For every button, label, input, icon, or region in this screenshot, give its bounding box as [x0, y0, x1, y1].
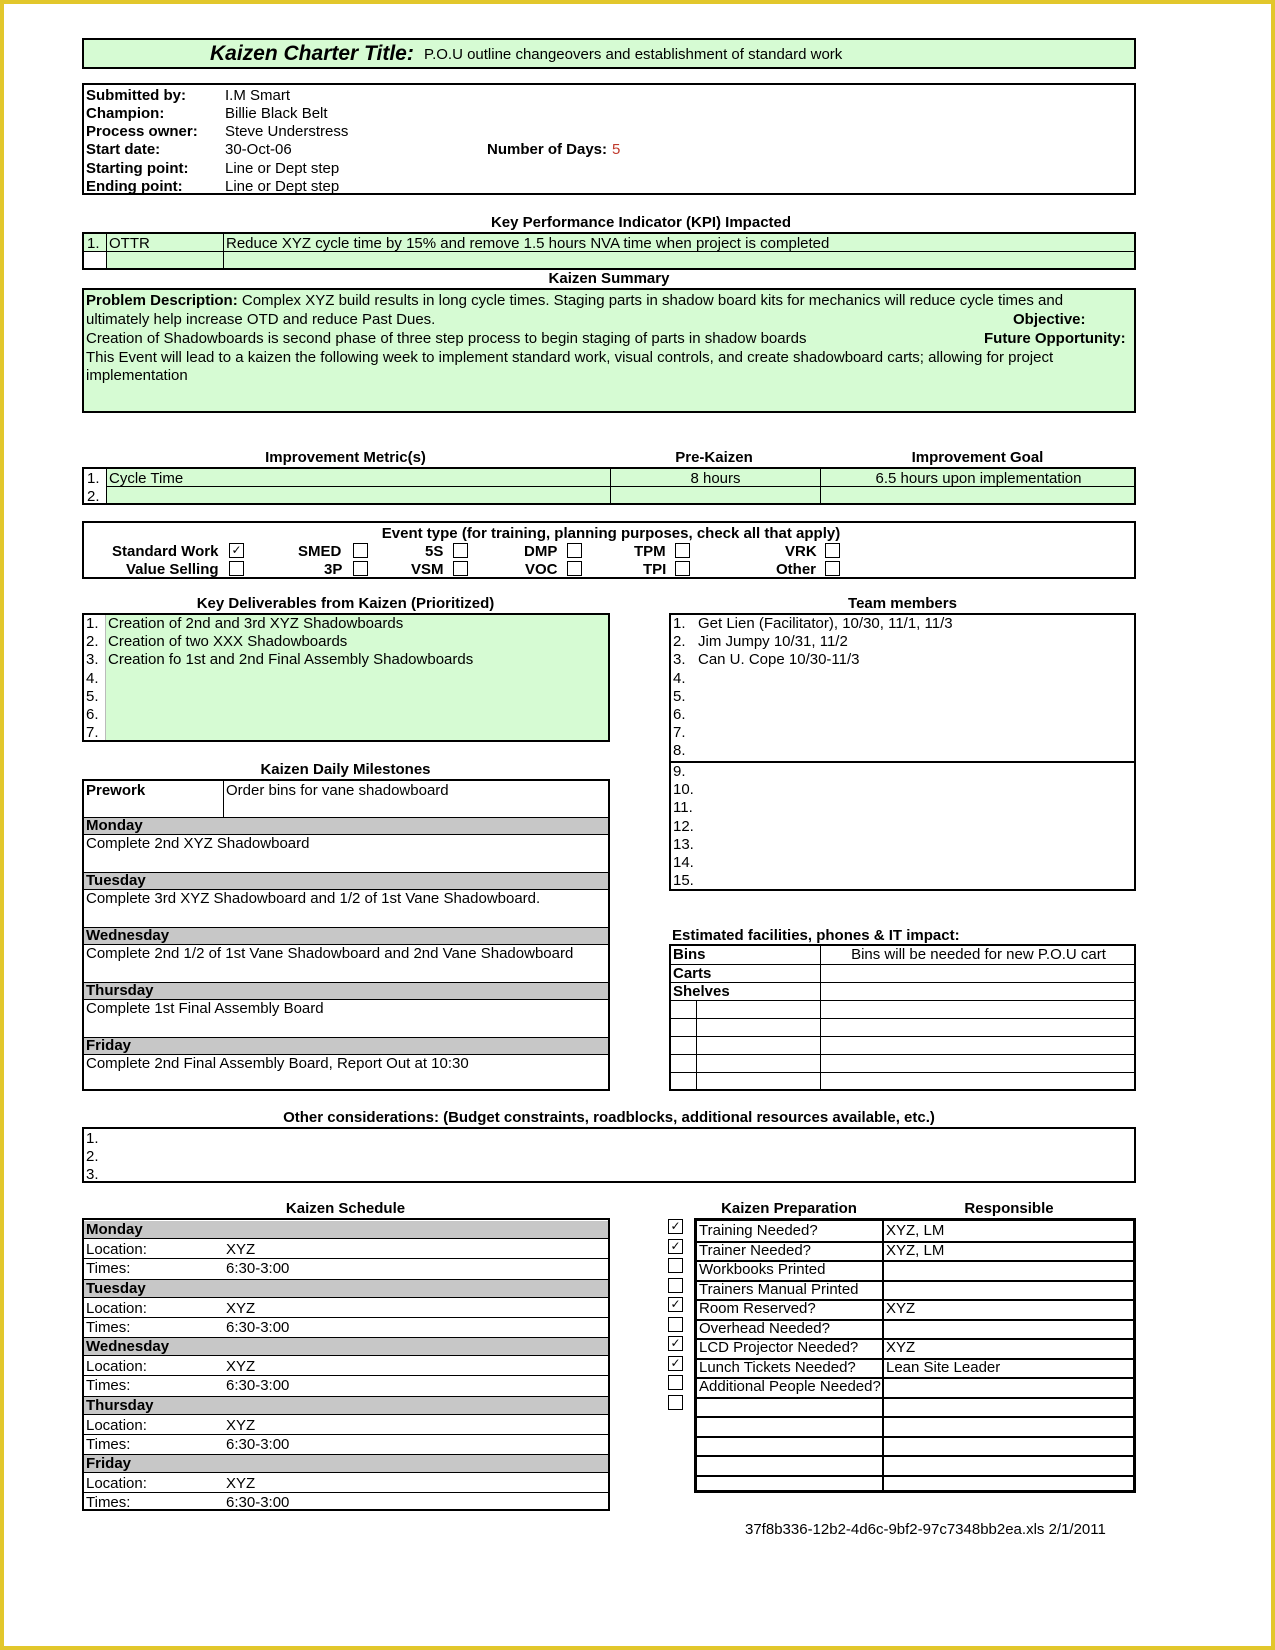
- schedule-times-label: Times:: [86, 1494, 131, 1512]
- milestone-day: Wednesday: [86, 927, 170, 944]
- process-owner-value: Steve Understress: [225, 123, 349, 140]
- deliverables-list: [82, 613, 610, 742]
- ending-point-label: Ending point:: [86, 178, 183, 195]
- team-heading: Team members: [848, 595, 957, 612]
- prep-item: Lunch Tickets Needed?: [699, 1358, 856, 1376]
- deliverable-num: 5.: [86, 687, 99, 705]
- starting-point-value: Line or Dept step: [225, 160, 340, 177]
- info-box: [82, 83, 1136, 195]
- event-value-selling: Value Selling: [126, 561, 219, 578]
- schedule-location-label: Location:: [86, 1299, 147, 1317]
- deliverable-item: Creation of two XXX Shadowboards: [108, 633, 348, 651]
- champion-value: Billie Black Belt: [225, 105, 328, 122]
- event-dmp: DMP: [524, 543, 558, 560]
- summary-line-5: implementation: [86, 367, 188, 384]
- prep-heading: Kaizen Preparation: [721, 1200, 857, 1217]
- event-other: Other: [776, 561, 817, 578]
- other-heading: Other considerations: (Budget constraints, roadblocks, additional resources available, etc.): [283, 1109, 935, 1126]
- schedule-location-label: Location:: [86, 1358, 147, 1376]
- deliverable-num: 6.: [86, 706, 99, 723]
- prep-checkbox[interactable]: [668, 1317, 683, 1332]
- schedule-table: [82, 1218, 610, 1511]
- process-owner-label: Process owner:: [86, 123, 198, 140]
- event-tpi: TPI: [643, 561, 667, 578]
- schedule-location-label: Location:: [86, 1416, 147, 1434]
- objective-label: Objective:: [1013, 311, 1086, 328]
- event-standard-work: Standard Work: [112, 543, 219, 560]
- team-member-num: 5.: [673, 687, 686, 705]
- title-label: Kaizen Charter Title:: [210, 42, 414, 65]
- prep-checkbox[interactable]: [668, 1375, 683, 1390]
- prep-item: Trainers Manual Printed: [699, 1280, 859, 1298]
- title-value: P.O.U outline changeovers and establishment of standard work: [424, 46, 843, 63]
- prep-checkbox[interactable]: [668, 1395, 683, 1410]
- team-member-name: Get Lien (Facilitator), 10/30, 11/1, 11/3: [698, 615, 953, 632]
- prep-responsible: XYZ, LM: [886, 1222, 945, 1239]
- schedule-times-label: Times:: [86, 1435, 131, 1453]
- facilities-table: [669, 944, 1136, 1091]
- schedule-day: Wednesday: [86, 1338, 170, 1356]
- schedule-day: Monday: [86, 1221, 143, 1238]
- deliverable-item: Creation fo 1st and 2nd Final Assembly Shadowboards: [108, 651, 474, 669]
- milestone-text: Complete 2nd XYZ Shadowboard: [86, 835, 310, 852]
- prep-checkbox[interactable]: ✓: [668, 1356, 683, 1371]
- schedule-location: XYZ: [226, 1241, 256, 1258]
- event-type-heading: Event type (for training, planning purposes, check all that apply): [381, 525, 841, 542]
- other-item-1: 1.: [86, 1130, 99, 1147]
- prep-item: Room Reserved?: [699, 1300, 816, 1317]
- resp-heading: Responsible: [964, 1200, 1054, 1217]
- event-vsm-checkbox[interactable]: [453, 561, 468, 576]
- schedule-times: 6:30-3:00: [226, 1377, 290, 1395]
- event-vrk: VRK: [785, 543, 817, 560]
- facilities-heading: Estimated facilities, phones & IT impact:: [672, 927, 960, 944]
- days-label: Number of Days:: [487, 141, 608, 158]
- schedule-heading: Kaizen Schedule: [285, 1200, 406, 1217]
- event-tpi-checkbox[interactable]: [675, 561, 690, 576]
- other-box: [82, 1127, 1136, 1183]
- prep-responsible: Lean Site Leader: [886, 1358, 1001, 1376]
- kpi-table: [82, 232, 1136, 270]
- ending-point-value: Line or Dept step: [225, 178, 340, 195]
- start-date-label: Start date:: [86, 141, 161, 158]
- team-member-num: 13.: [673, 835, 694, 853]
- team-member-num: 3.: [673, 651, 686, 669]
- prep-responsible: XYZ, LM: [886, 1241, 945, 1259]
- milestone-day: Monday: [86, 817, 143, 834]
- team-member-num: 1.: [673, 615, 686, 632]
- schedule-location: XYZ: [226, 1299, 256, 1317]
- milestones-table: [82, 779, 610, 1091]
- metric-row-2-num: 2.: [87, 488, 100, 505]
- deliverable-num: 4.: [86, 669, 99, 687]
- event-tpm: TPM: [634, 543, 666, 560]
- prework-label: Prework: [86, 782, 146, 799]
- summary-line-3: Creation of Shadowboards is second phase of three step process to begin staging of parts in shadow boards: [86, 330, 807, 347]
- prep-checkbox[interactable]: ✓: [668, 1219, 683, 1234]
- deliverable-num: 1.: [86, 615, 99, 632]
- kpi-row-desc: Reduce XYZ cycle time by 15% and remove 1.5 hours NVA time when project is completed: [226, 235, 830, 252]
- metric-heading: Improvement Metric(s): [265, 449, 426, 466]
- title-bar: [82, 38, 1136, 69]
- champion-label: Champion:: [86, 105, 165, 122]
- schedule-location-label: Location:: [86, 1475, 147, 1493]
- schedule-location: XYZ: [226, 1416, 256, 1434]
- prep-item: Workbooks Printed: [699, 1261, 826, 1278]
- prep-checkbox[interactable]: ✓: [668, 1297, 683, 1312]
- team-member-num: 9.: [673, 763, 686, 780]
- kpi-row-name: OTTR: [109, 235, 150, 252]
- kpi-row-num: 1.: [87, 235, 100, 252]
- metric-row-1-num: 1.: [87, 470, 100, 487]
- event-vsm: VSM: [411, 561, 444, 578]
- prep-item: LCD Projector Needed?: [699, 1339, 859, 1356]
- schedule-times: 6:30-3:00: [226, 1318, 290, 1336]
- problem-text: Complex XYZ build results in long cycle times. Staging parts in shadow board kits for mechanics will reduce cycle times and: [241, 292, 1064, 309]
- deliverable-num: 3.: [86, 651, 99, 669]
- other-item-3: 3.: [86, 1166, 99, 1183]
- metrics-table: [82, 467, 1136, 505]
- kpi-heading: Key Performance Indicator (KPI) Impacted: [490, 214, 792, 231]
- team-list: [669, 613, 1136, 891]
- schedule-times-label: Times:: [86, 1318, 131, 1336]
- pre-kaizen-heading: Pre-Kaizen: [675, 449, 753, 466]
- footer-text: 37f8b336-12b2-4d6c-9bf2-97c7348bb2ea.xls 2/1/2011: [745, 1521, 1106, 1538]
- event-voc: VOC: [525, 561, 558, 578]
- team-member-num: 12.: [673, 817, 694, 835]
- future-label: Future Opportunity:: [984, 330, 1126, 347]
- summary-heading: Kaizen Summary: [548, 270, 670, 287]
- goal-heading: Improvement Goal: [911, 449, 1044, 466]
- prep-checkbox[interactable]: ✓: [668, 1239, 683, 1254]
- deliverable-item: Creation of 2nd and 3rd XYZ Shadowboards: [108, 615, 404, 632]
- schedule-location: XYZ: [226, 1358, 256, 1376]
- team-member-num: 8.: [673, 742, 686, 760]
- team-member-num: 14.: [673, 854, 694, 871]
- event-tpm-checkbox[interactable]: [675, 543, 690, 558]
- other-item-2: 2.: [86, 1148, 99, 1165]
- facilities-row-bins-value: Bins will be needed for new P.O.U cart: [851, 946, 1106, 963]
- schedule-location-label: Location:: [86, 1241, 147, 1258]
- milestone-day: Tuesday: [86, 872, 146, 889]
- team-member-num: 4.: [673, 669, 686, 687]
- submitted-by-label: Submitted by:: [86, 87, 186, 104]
- event-5s-checkbox[interactable]: [453, 543, 468, 558]
- summary-box: [82, 288, 1136, 413]
- event-smed: SMED: [298, 543, 342, 560]
- event-dmp-checkbox[interactable]: [567, 543, 582, 558]
- prep-checkbox[interactable]: [668, 1258, 683, 1273]
- team-member-num: 11.: [673, 799, 693, 817]
- event-vrk-checkbox[interactable]: [825, 543, 840, 558]
- event-3p: 3P: [324, 561, 343, 578]
- facilities-row-bins-label: Bins: [673, 946, 706, 963]
- deliverables-heading: Key Deliverables from Kaizen (Prioritized): [196, 595, 495, 612]
- milestone-text: Complete 2nd 1/2 of 1st Vane Shadowboard and 2nd Vane Shadowboard: [86, 945, 574, 962]
- prep-responsible: XYZ: [886, 1339, 916, 1356]
- prep-item: Trainer Needed?: [699, 1241, 812, 1259]
- schedule-location: XYZ: [226, 1475, 256, 1493]
- schedule-times-label: Times:: [86, 1377, 131, 1395]
- milestone-day: Friday: [86, 1037, 132, 1054]
- schedule-times: 6:30-3:00: [226, 1260, 290, 1277]
- milestone-day: Thursday: [86, 982, 154, 999]
- event-other-checkbox[interactable]: [825, 561, 840, 576]
- metric-row-1-name: Cycle Time: [109, 470, 184, 487]
- team-member-num: 6.: [673, 706, 686, 723]
- event-5s: 5S: [425, 543, 444, 560]
- prep-checkbox[interactable]: ✓: [668, 1336, 683, 1351]
- schedule-times: 6:30-3:00: [226, 1435, 290, 1453]
- event-value-selling-checkbox[interactable]: [229, 561, 244, 576]
- event-smed-checkbox[interactable]: [353, 543, 368, 558]
- event-type-box: [82, 521, 1136, 579]
- milestone-text: Complete 1st Final Assembly Board: [86, 1000, 324, 1017]
- team-member-name: Jim Jumpy 10/31, 11/2: [698, 633, 848, 651]
- prep-item: Additional People Needed?: [699, 1378, 881, 1395]
- schedule-day: Thursday: [86, 1396, 154, 1414]
- milestone-text: Complete 2nd Final Assembly Board, Report Out at 10:30: [86, 1055, 469, 1072]
- team-member-num: 7.: [673, 724, 686, 742]
- problem-label: Problem Description:: [86, 292, 238, 309]
- team-member-num: 15.: [673, 872, 694, 890]
- team-member-name: Can U. Cope 10/30-11/3: [698, 651, 860, 669]
- metric-row-1-goal: 6.5 hours upon implementation: [875, 470, 1082, 487]
- schedule-day: Tuesday: [86, 1279, 146, 1297]
- deliverable-num: 7.: [86, 724, 99, 742]
- milestones-heading: Kaizen Daily Milestones: [260, 761, 431, 778]
- prep-checkbox[interactable]: [668, 1278, 683, 1293]
- metric-row-1-pre: 8 hours: [690, 470, 741, 487]
- milestone-text: Complete 3rd XYZ Shadowboard and 1/2 of 1st Vane Shadowboard.: [86, 890, 541, 907]
- event-voc-checkbox[interactable]: [567, 561, 582, 576]
- event-3p-checkbox[interactable]: [353, 561, 368, 576]
- starting-point-label: Starting point:: [86, 160, 189, 177]
- prep-item: Overhead Needed?: [699, 1319, 830, 1337]
- days-value: 5: [612, 141, 621, 158]
- summary-line-1: [86, 291, 1063, 310]
- prep-table: [694, 1218, 1136, 1493]
- schedule-times-label: Times:: [86, 1260, 131, 1277]
- submitted-by-value: I.M Smart: [225, 87, 291, 104]
- prep-item: Training Needed?: [699, 1222, 818, 1239]
- summary-line-4: This Event will lead to a kaizen the following week to implement standard work, visual controls, and create shadowboard carts; allowing for project: [86, 349, 1054, 366]
- charter-page: [4, 4, 1271, 1646]
- prep-responsible: XYZ: [886, 1300, 916, 1317]
- event-standard-work-checkbox[interactable]: ✓: [229, 543, 244, 558]
- schedule-times: 6:30-3:00: [226, 1494, 290, 1512]
- summary-line-2: ultimately help increase OTD and reduce Past Dues.: [86, 311, 436, 328]
- facilities-row-shelves-label: Shelves: [673, 983, 730, 1000]
- prework-text: Order bins for vane shadowboard: [226, 782, 449, 799]
- facilities-row-carts-label: Carts: [673, 965, 712, 982]
- schedule-day: Friday: [86, 1455, 132, 1473]
- team-member-num: 10.: [673, 781, 694, 799]
- start-date-value: 30-Oct-06: [225, 141, 292, 158]
- team-member-num: 2.: [673, 633, 686, 651]
- deliverable-num: 2.: [86, 633, 99, 651]
